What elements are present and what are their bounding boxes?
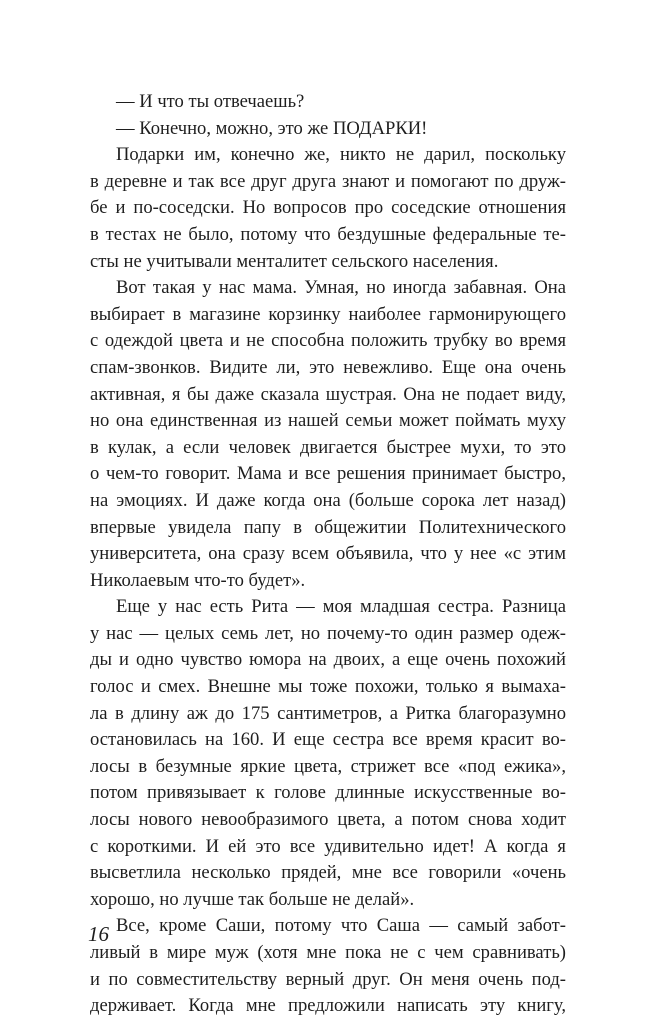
text-line: держивает. Когда мне предложили написать эту книгу, [90, 995, 566, 1017]
paragraph-gifts [90, 142, 566, 275]
paragraph-dialogue-question [90, 89, 566, 116]
text-line: спам-звонков. Видите ли, это невежливо. Еще она очень [90, 356, 566, 378]
text-line: Все, кроме Саши, потому что Саша — самый забот- [116, 915, 566, 937]
body-text [90, 89, 566, 1020]
text-line: с одеждой цвета и не способна положить трубку во время [90, 330, 566, 352]
text-line: о чем-то говорит. Мама и все решения принимает быстро, [90, 463, 566, 485]
page-number: 16 [88, 922, 109, 946]
text-line: бе и по-соседски. Но вопросов про соседские отношения [90, 197, 566, 219]
text-line: в кулак, а если человек двигается быстрее мухи, то это [90, 436, 566, 458]
text-line: Вот такая у нас мама. Умная, но иногда забавная. Она [116, 277, 566, 299]
paragraph-mother [90, 275, 566, 594]
text-line: голос и смех. Внешне мы тоже похожи, только я вымаха- [90, 676, 566, 698]
text-line: лосы в безумные яркие цвета, стрижет все «под ежика», [90, 755, 566, 777]
text-line: лосы нового невообразимого цвета, а потом снова ходит [90, 809, 566, 831]
text-line: в деревне и так все друг друга знают и помогают по друж- [90, 170, 566, 192]
text-line: потом привязывает к голове длинные искусственные во- [90, 782, 566, 804]
text-line: и по совместительству верный друг. Он меня очень под- [90, 968, 566, 990]
text-line: сты не учитывали менталитет сельского населения. [90, 250, 499, 272]
text-line: в тестах не было, потому что бездушные федеральные те- [90, 223, 566, 245]
text-line: Николаевым что-то будет». [90, 569, 306, 591]
text-line: впервые увидела папу в общежитии Политехнического [90, 516, 566, 538]
text-line: но она единственная из нашей семьи может поймать муху [90, 410, 566, 432]
text-line: остановилась на 160. И еще сестра все время красит во- [90, 729, 566, 751]
text-line: университета, она сразу всем объявила, что у нее «с этим [90, 543, 566, 565]
text-line: высветлила несколько прядей, мне все говорили «очень [90, 862, 566, 884]
text-line: ла в длину аж до 175 сантиметров, а Ритка благоразумно [90, 702, 566, 724]
text-line: — Конечно, можно, это же ПОДАРКИ! [116, 117, 428, 139]
text-line: — И что ты отвечаешь? [116, 91, 305, 112]
text-line: Подарки им, конечно же, никто не дарил, поскольку [116, 144, 566, 166]
text-line: Еще у нас есть Рита — моя младшая сестра. Разница [116, 596, 566, 618]
text-line: ливый в мире муж (хотя мне пока не с чем сравнивать) [90, 942, 566, 963]
text-line: на эмоциях. И даже когда она (больше сорока лет назад) [90, 489, 566, 511]
text-line: хорошо, но лучше так больше не делай». [90, 888, 415, 910]
text-line: выбирает в магазине корзинку наиболее гармонирующего [90, 303, 566, 325]
paragraph-husband [90, 913, 566, 1019]
text-line: ды и одно чувство юмора на двоих, а еще очень похожий [90, 649, 566, 671]
text-line: с короткими. И ей это все удивительно идет! А когда я [90, 835, 566, 857]
paragraph-sister [90, 594, 566, 913]
text-line: у нас — целых семь лет, но почему-то один размер одеж- [90, 622, 566, 644]
paragraph-dialogue-answer [90, 116, 566, 143]
text-line: активная, я бы даже сказала шустрая. Она не подает виду, [90, 383, 566, 405]
